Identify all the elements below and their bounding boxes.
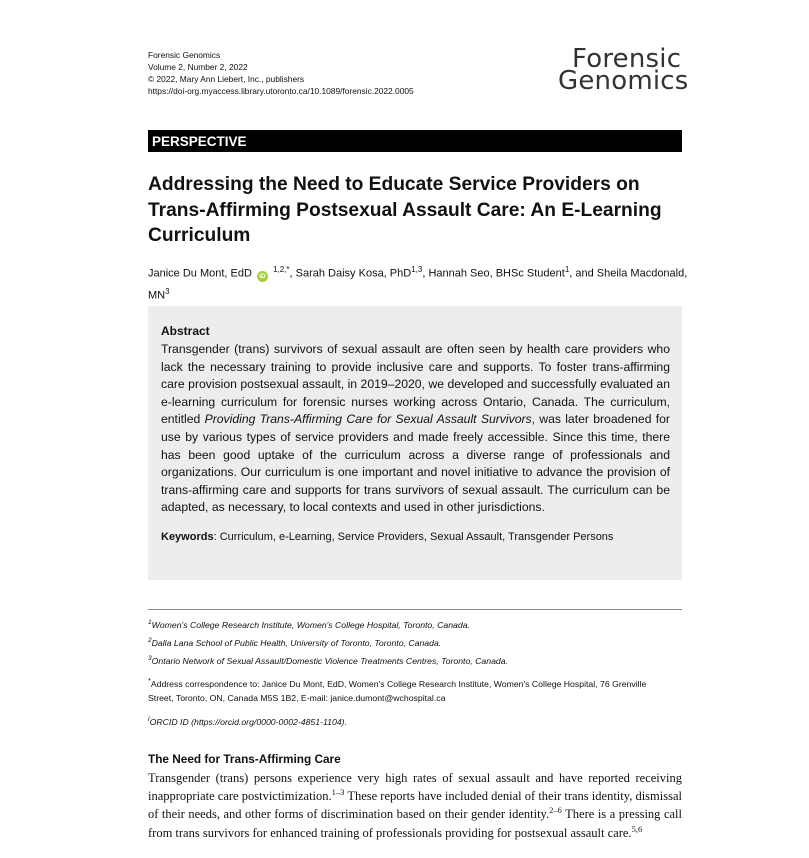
affiliation-num: 1 bbox=[148, 619, 152, 626]
footnote-divider bbox=[148, 609, 682, 610]
author-3-sup: 1 bbox=[564, 265, 570, 274]
keywords-label: Keywords bbox=[161, 530, 214, 543]
author-list bbox=[148, 261, 688, 304]
journal-volume: Volume 2, Number 2, 2022 bbox=[148, 62, 248, 72]
doi-link[interactable]: https://doi-org.myaccess.library.utoronto.ca/10.1089/forensic.2022.0005 bbox=[148, 86, 414, 96]
correspondence-mark: * bbox=[148, 676, 151, 685]
article-title: Addressing the Need to Educate Service Providers on Trans-Affirming Postsexual Assault Care: An E-Learning Curriculum bbox=[148, 174, 662, 246]
body-text-2: These reports have included denial of their trans identity, dismissal of their needs, and other forms of discrimination based on their gender identity. bbox=[148, 789, 682, 822]
affiliation-item bbox=[148, 651, 508, 669]
body-text-3: There is a pressing call from trans survivors for enhanced training of professionals providing for postsexual assault care. bbox=[148, 807, 682, 840]
abstract-text bbox=[161, 341, 670, 517]
orcid-icon[interactable]: iD bbox=[257, 271, 268, 282]
affiliation-item bbox=[148, 633, 508, 651]
affiliation-num: 2 bbox=[148, 636, 152, 644]
citation-ref[interactable]: 2–6 bbox=[549, 805, 562, 816]
abstract-heading: Abstract bbox=[161, 324, 210, 338]
citation-ref[interactable]: 5,6 bbox=[631, 823, 643, 834]
curriculum-title: Providing Trans-Affirming Care for Sexual Assault Survivors bbox=[204, 412, 532, 427]
author-1-sup: 1,2,* bbox=[273, 265, 290, 274]
journal-logo bbox=[558, 44, 689, 96]
journal-meta bbox=[148, 49, 414, 97]
affiliation-text: Women's College Research Institute, Women's College Hospital, Toronto, Canada. bbox=[151, 619, 470, 630]
logo-line-1: Forensic bbox=[572, 44, 682, 74]
abstract-box bbox=[148, 306, 682, 580]
keywords-list: : Curriculum, e-Learning, Service Providers, Sexual Assault, Transgender Persons bbox=[213, 530, 614, 543]
correspondence bbox=[148, 674, 668, 705]
section-label: PERSPECTIVE bbox=[148, 130, 682, 152]
orcid-note bbox=[148, 712, 347, 729]
keywords bbox=[161, 530, 670, 544]
orcid-note-mark: i bbox=[148, 714, 150, 723]
affiliations bbox=[148, 615, 508, 669]
author-4: , and Sheila Macdonald, MN bbox=[148, 267, 688, 302]
author-2-sup: 1,3 bbox=[411, 265, 423, 274]
affiliation-text: Ontario Network of Sexual Assault/Domestic Violence Treatments Centres, Toronto, Canada. bbox=[151, 655, 508, 666]
author-3: , Hannah Seo, BHSc Student bbox=[422, 267, 565, 280]
affiliation-num: 3 bbox=[148, 654, 152, 662]
body-paragraph bbox=[148, 769, 682, 842]
section-heading: The Need for Trans-Affirming Care bbox=[148, 752, 341, 766]
logo-line-2: Genomics bbox=[558, 66, 689, 96]
body-text-1: Transgender (trans) persons experience very high rates of sexual assault and have reported receiving inappropriate care postvictimization. bbox=[148, 771, 682, 804]
orcid-note-text[interactable]: ORCID ID (https://orcid.org/0000-0002-4851-1104). bbox=[149, 716, 347, 727]
citation-ref[interactable]: 1–3 bbox=[331, 787, 345, 798]
author-4-sup: 3 bbox=[165, 286, 170, 296]
correspondence-text: Address correspondence to: Janice Du Mont, EdD, Women's College Research Institute, Women's College Hospital, 76 Grenville Street, Toronto, ON, Canada M5S 1B2, E-mail: janice.dumont@wchospital.ca bbox=[148, 678, 647, 703]
abstract-text-part1: Transgender (trans) survivors of sexual assault are often seen by health care providers who lack the necessary training to provide inclusive care and supports. To foster trans-affirming care provision postsexual assault, in 2019–2020, we developed and successfully evaluated an e-learning curriculum for forensic nurses working across Ontario, Canada. The curriculum, entitled bbox=[161, 342, 670, 427]
affiliation-text: Dalla Lana School of Public Health, University of Toronto, Toronto, Canada. bbox=[151, 637, 442, 648]
author-1: Janice Du Mont, EdD bbox=[148, 267, 252, 280]
copyright: © 2022, Mary Ann Liebert, Inc., publishers bbox=[148, 74, 305, 84]
affiliation-item bbox=[148, 615, 508, 633]
abstract-text-part2: , was later broadened for use by various types of service providers and made freely accessible. Since this time, there has been good uptake of the curriculum across a diverse range of professionals and organizations. Our curriculum is one important and novel initiative to advance the provision of trans-affirming care and supports for trans survivors of sexual assault. The curriculum can be adapted, as necessary, to local contexts and used in other jurisdictions. bbox=[161, 412, 670, 515]
author-2: , Sarah Daisy Kosa, PhD bbox=[289, 267, 412, 280]
journal-name: Forensic Genomics bbox=[148, 50, 221, 60]
